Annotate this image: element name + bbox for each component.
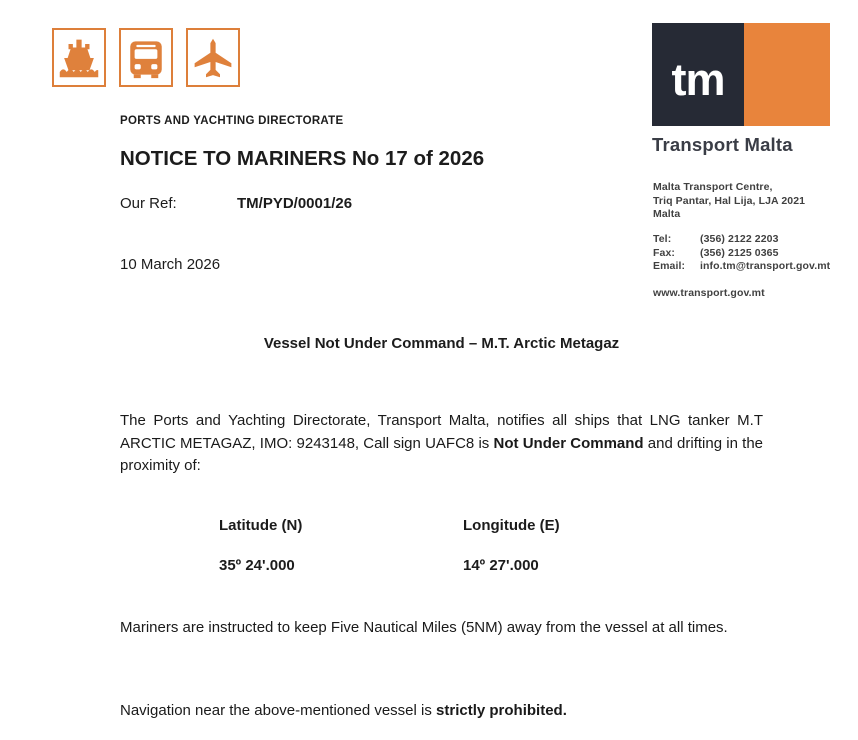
contact-row-tel [653, 233, 830, 247]
website-url: www.transport.gov.mt [653, 287, 765, 299]
logo-orange-block [744, 23, 830, 126]
ref-label: Our Ref: [120, 195, 177, 212]
notice-date: 10 March 2026 [120, 256, 221, 273]
contact-row-fax [653, 247, 830, 261]
email-value: info.tm@transport.gov.mt [700, 260, 831, 272]
contact-row-email [653, 260, 830, 274]
para3-text: Navigation near the above-mentioned vessel is [120, 702, 437, 719]
longitude-label: Longitude (E) [463, 517, 560, 534]
latitude-label: Latitude (N) [219, 517, 303, 534]
subject-line: Vessel Not Under Command – M.T. Arctic Metagaz [263, 335, 620, 352]
transport-icons [52, 28, 240, 87]
para1-text: The Ports and Yachting Directorate, Transport Malta, notifies all ships that LNG tanker M.T ARCTIC METAGAZ, IMO: 9243148, Call sign UAFC8 is [120, 412, 763, 452]
body-paragraph-2: Mariners are instructed to keep Five Nautical Miles (5NM) away from the vessel at all times. [120, 619, 728, 636]
longitude-value: 14º 27'.000 [463, 557, 539, 574]
para1-text-after: and drifting in the proximity of: [120, 434, 764, 474]
directorate-title: PORTS AND YACHTING DIRECTORATE [120, 115, 344, 127]
body-paragraph-3 [120, 700, 763, 723]
address-line: Malta [653, 208, 681, 220]
transport-malta-logo [652, 23, 830, 126]
contact-block [653, 233, 830, 274]
address-block [653, 181, 805, 222]
fax-label: Fax: [653, 246, 675, 259]
reference-row [120, 195, 352, 212]
para1-bold-text: Not Under Command [493, 434, 644, 452]
tel-label: Tel: [653, 233, 672, 245]
ship-icon [52, 28, 106, 87]
email-label: Email: [653, 260, 686, 272]
ref-value: TM/PYD/0001/26 [237, 195, 353, 212]
airplane-icon [186, 28, 240, 87]
notice-title: NOTICE TO MARINERS No 17 of 2026 [120, 147, 485, 170]
tel-value: (356) 2122 2203 [700, 233, 779, 245]
bus-icon [119, 28, 173, 87]
latitude-value: 35º 24'.000 [219, 557, 295, 574]
logo-monogram: tm [652, 23, 744, 126]
fax-value: (356) 2125 0365 [700, 246, 779, 259]
body-paragraph-1 [120, 410, 763, 478]
brand-name: Transport Malta [652, 134, 793, 155]
address-line: Malta Transport Centre, [653, 181, 773, 193]
address-line: Triq Pantar, Hal Lija, LJA 2021 [653, 194, 806, 207]
para3-bold-text: strictly prohibited. [436, 702, 567, 719]
